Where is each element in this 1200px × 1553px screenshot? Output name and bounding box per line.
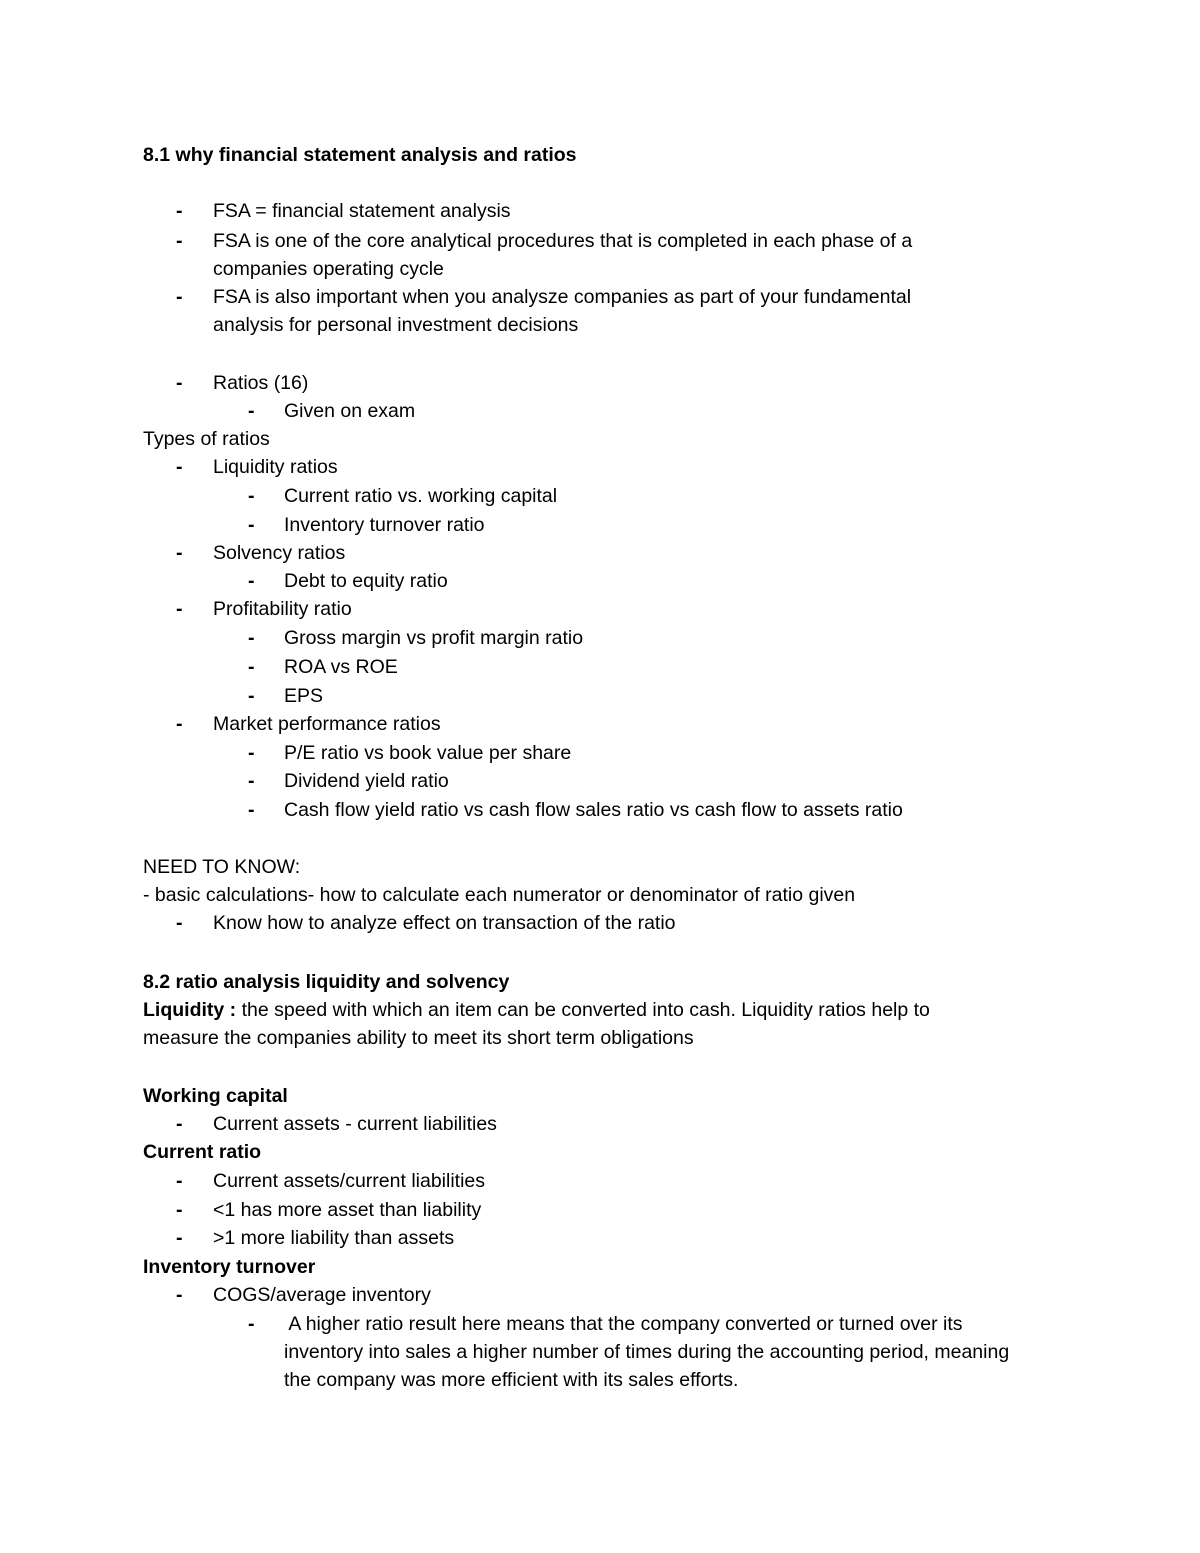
- bullet-dash: -: [248, 400, 255, 422]
- bullet-dash: -: [176, 1284, 183, 1306]
- section-heading: 8.1 why financial statement analysis and ratios: [143, 144, 577, 166]
- list-item-continuation: [0, 311, 1200, 339]
- bullet-dash: -: [176, 230, 183, 252]
- liquidity-definition-line: [0, 1024, 1200, 1052]
- need-to-know-heading-line: [0, 853, 1200, 881]
- liquidity-definition-text: measure the companies ability to meet its short term obligations: [143, 1027, 694, 1049]
- list-item-text: COGS/average inventory: [213, 1284, 431, 1306]
- list-item-text: companies operating cycle: [213, 258, 444, 280]
- list-item-text: FSA = financial statement analysis: [213, 200, 511, 222]
- list-item-text: >1 more liability than assets: [213, 1227, 455, 1249]
- sub-list-item-text: P/E ratio vs book value per share: [284, 742, 572, 764]
- bullet-dash: -: [248, 514, 255, 536]
- bullet-dash: -: [248, 570, 255, 592]
- sub-list-item: [0, 682, 1200, 710]
- list-item: [0, 595, 1200, 623]
- bullet-dash: -: [176, 598, 183, 620]
- list-item-text: FSA is also important when you analysze companies as part of your fundamental: [213, 286, 912, 308]
- subsection-heading: Working capital: [143, 1085, 288, 1107]
- section-8-2-heading-line: [0, 968, 1200, 996]
- list-item-text: Liquidity ratios: [213, 456, 338, 478]
- need-to-know-text: - basic calculations- how to calculate each numerator or denominator of ratio given: [143, 884, 856, 906]
- sub-list-item: [0, 567, 1200, 595]
- list-item: [0, 1167, 1200, 1195]
- sub-list-item-text: EPS: [284, 685, 324, 707]
- liquidity-term: Liquidity :: [143, 999, 237, 1021]
- bullet-dash: -: [176, 1113, 183, 1135]
- bullet-dash: -: [176, 372, 183, 394]
- sub-list-item-text: the company was more efficient with its sales efforts.: [284, 1369, 739, 1391]
- sub-list-item-text: Cash flow yield ratio vs cash flow sales ratio vs cash flow to assets ratio: [284, 799, 903, 821]
- list-item: [0, 1196, 1200, 1224]
- need-to-know-line: [0, 881, 1200, 909]
- subsection-heading: Inventory turnover: [143, 1256, 316, 1278]
- bullet-dash: -: [176, 1227, 183, 1249]
- need-to-know-heading: NEED TO KNOW:: [143, 856, 301, 878]
- liquidity-definition: [143, 996, 930, 1024]
- list-item-text: Profitability ratio: [213, 598, 352, 620]
- list-item-text: Market performance ratios: [213, 713, 441, 735]
- sub-list-item: [0, 511, 1200, 539]
- list-item-text: analysis for personal investment decisions: [213, 314, 579, 336]
- liquidity-definition-text: the speed with which an item can be converted into cash. Liquidity ratios help to: [236, 999, 930, 1021]
- bullet-dash: -: [248, 485, 255, 507]
- list-item-text: Know how to analyze effect on transaction of the ratio: [213, 912, 676, 934]
- section-heading: 8.2 ratio analysis liquidity and solvency: [143, 971, 510, 993]
- section-8-1-heading-line: [0, 141, 1200, 169]
- bullet-dash: -: [248, 1313, 255, 1335]
- list-item-continuation: [0, 255, 1200, 283]
- bullet-dash: -: [248, 627, 255, 649]
- list-item: [0, 369, 1200, 397]
- bullet-dash: -: [176, 286, 183, 308]
- sub-list-item-text: Gross margin vs profit margin ratio: [284, 627, 584, 649]
- list-item: [0, 1110, 1200, 1138]
- sub-list-item: [0, 796, 1200, 824]
- subsection-heading: Current ratio: [143, 1141, 262, 1163]
- bullet-dash: -: [176, 912, 183, 934]
- sub-list-item: [0, 767, 1200, 795]
- sub-list-item: [0, 1310, 1200, 1338]
- sub-list-item: [0, 739, 1200, 767]
- types-label: Types of ratios: [143, 428, 270, 450]
- list-item-text: Current assets/current liabilities: [213, 1170, 486, 1192]
- list-item-text: Ratios (16): [213, 372, 309, 394]
- list-item-text: FSA is one of the core analytical procedures that is completed in each phase of a: [213, 230, 913, 252]
- liquidity-definition-line: [0, 996, 1200, 1024]
- sub-list-item-text: ROA vs ROE: [284, 656, 398, 678]
- bullet-dash: -: [248, 656, 255, 678]
- sub-list-item-continuation: [0, 1366, 1200, 1394]
- bullet-dash: -: [248, 770, 255, 792]
- list-item: [0, 227, 1200, 255]
- list-item-text: <1 has more asset than liability: [213, 1199, 482, 1221]
- bullet-dash: -: [176, 542, 183, 564]
- list-item: [0, 539, 1200, 567]
- list-item-text: Current assets - current liabilities: [213, 1113, 497, 1135]
- sub-list-item-text: Dividend yield ratio: [284, 770, 449, 792]
- sub-list-item: [0, 482, 1200, 510]
- list-item-text: Solvency ratios: [213, 542, 346, 564]
- list-item: [0, 909, 1200, 937]
- list-item: [0, 283, 1200, 311]
- sub-list-item: [0, 624, 1200, 652]
- bullet-dash: -: [176, 713, 183, 735]
- sub-list-item-continuation: [0, 1338, 1200, 1366]
- list-item: [0, 453, 1200, 481]
- sub-list-item-text: inventory into sales a higher number of times during the accounting period, meaning: [284, 1341, 1010, 1363]
- sub-list-item-text: A higher ratio result here means that the company converted or turned over its: [284, 1313, 963, 1335]
- bullet-dash: -: [176, 456, 183, 478]
- bullet-dash: -: [176, 1170, 183, 1192]
- sub-list-item-text: Current ratio vs. working capital: [284, 485, 558, 507]
- sub-list-item-text: Inventory turnover ratio: [284, 514, 485, 536]
- list-item: [0, 1281, 1200, 1309]
- working-capital-heading-line: [0, 1082, 1200, 1110]
- bullet-dash: -: [248, 799, 255, 821]
- bullet-dash: -: [176, 1199, 183, 1221]
- types-of-ratios-line: [0, 425, 1200, 453]
- sub-list-item-text: Debt to equity ratio: [284, 570, 448, 592]
- list-item: [0, 197, 1200, 225]
- sub-list-item: [0, 397, 1200, 425]
- sub-list-item-text: Given on exam: [284, 400, 416, 422]
- bullet-dash: -: [248, 685, 255, 707]
- bullet-dash: -: [248, 742, 255, 764]
- list-item: [0, 1224, 1200, 1252]
- current-ratio-heading-line: [0, 1138, 1200, 1166]
- sub-list-item: [0, 653, 1200, 681]
- bullet-dash: -: [176, 200, 183, 222]
- inventory-turnover-heading-line: [0, 1253, 1200, 1281]
- list-item: [0, 710, 1200, 738]
